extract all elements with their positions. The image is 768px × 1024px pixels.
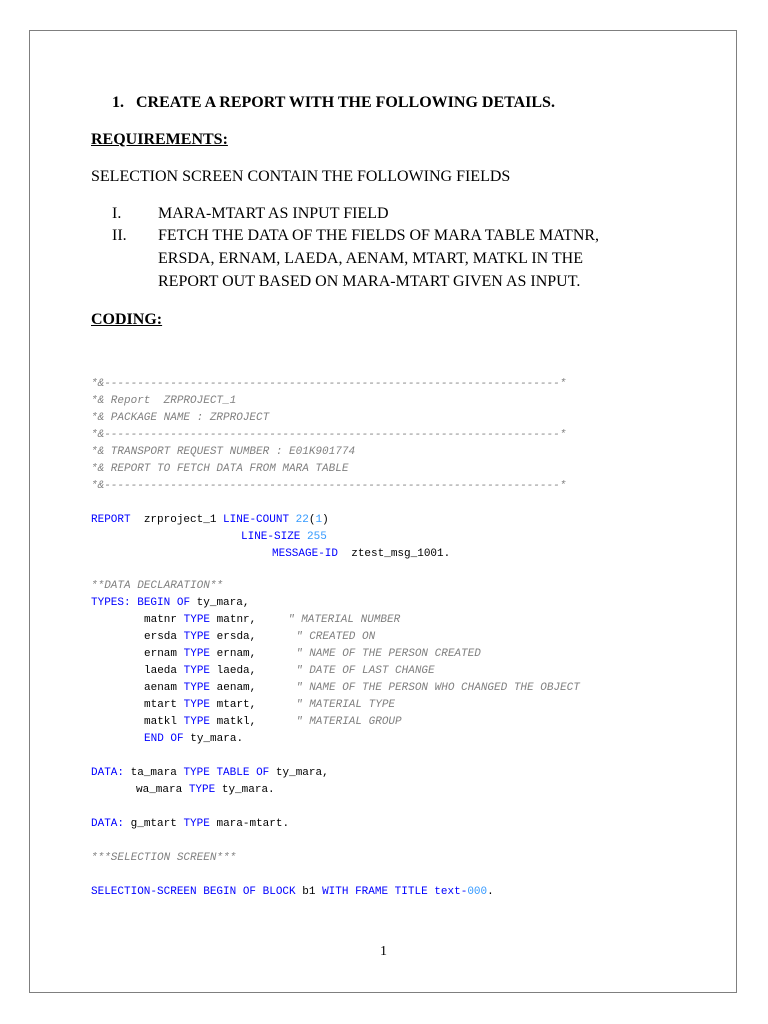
kw-selection-screen: SELECTION-SCREEN BEGIN OF BLOCK bbox=[91, 886, 296, 898]
types-end-name: ty_mara. bbox=[190, 733, 244, 745]
data-type: ty_mara, bbox=[275, 767, 329, 779]
kw-type: TYPE bbox=[188, 784, 216, 796]
field-type: aenam, bbox=[216, 682, 257, 694]
kw-of: OF bbox=[176, 597, 191, 609]
code-selection-comment: ***SELECTION SCREEN*** bbox=[91, 852, 237, 864]
code-comment-line: *& PACKAGE NAME : ZRPROJECT bbox=[91, 412, 270, 424]
field-comment: " MATERIAL NUMBER bbox=[288, 614, 401, 626]
kw-type: TYPE bbox=[183, 699, 211, 711]
kw-type: TYPE bbox=[183, 614, 211, 626]
kw-types: TYPES: bbox=[91, 597, 131, 609]
code-line-size-line bbox=[241, 529, 327, 546]
types-name: ty_mara, bbox=[196, 597, 250, 609]
data-var: ta_mara bbox=[130, 767, 177, 779]
code-field-line bbox=[144, 663, 256, 680]
code-field-line bbox=[144, 612, 256, 629]
field-name: laeda bbox=[144, 665, 178, 677]
list-item-2-line-3: REPORT OUT BASED ON MARA-MTART GIVEN AS INPUT. bbox=[158, 273, 581, 290]
code-comment-line: *&---------------------------------------------------------------------* bbox=[91, 480, 567, 492]
line-count-page: 1 bbox=[315, 514, 323, 526]
coding-label: CODING: bbox=[91, 311, 163, 328]
heading-number: 1. bbox=[112, 94, 124, 111]
line-size-value: 255 bbox=[307, 531, 327, 543]
code-comment-line: *& Report ZRPROJECT_1 bbox=[91, 395, 237, 407]
list-item-2-line-1: FETCH THE DATA OF THE FIELDS OF MARA TABLE MATNR, bbox=[158, 227, 600, 244]
kw-type: TYPE bbox=[183, 716, 211, 728]
field-comment: " MATERIAL GROUP bbox=[296, 716, 402, 728]
data-type: mara-mtart. bbox=[216, 818, 290, 830]
kw-data: DATA: bbox=[91, 767, 125, 779]
kw-line-size: LINE-SIZE bbox=[241, 531, 301, 543]
code-report-line bbox=[91, 512, 329, 529]
kw-of: OF bbox=[170, 733, 184, 745]
field-type: ernam, bbox=[216, 648, 257, 660]
data-var: g_mtart bbox=[130, 818, 177, 830]
kw-type: TYPE bbox=[183, 682, 211, 694]
kw-data: DATA: bbox=[91, 818, 125, 830]
field-name: ersda bbox=[144, 631, 178, 643]
field-comment: " NAME OF THE PERSON CREATED bbox=[296, 648, 481, 660]
paren-close: ) bbox=[322, 514, 329, 526]
field-type: mtart, bbox=[216, 699, 257, 711]
report-name: zrproject_1 bbox=[143, 514, 217, 526]
list-marker-1: I. bbox=[112, 205, 122, 222]
block-name: b1 bbox=[302, 886, 316, 898]
field-comment: " MATERIAL TYPE bbox=[296, 699, 396, 711]
kw-type: TYPE bbox=[183, 665, 211, 677]
field-name: aenam bbox=[144, 682, 178, 694]
field-name: matnr bbox=[144, 614, 178, 626]
paren-open: ( bbox=[308, 514, 316, 526]
code-field-line bbox=[144, 629, 256, 646]
code-comment-line: *&---------------------------------------------------------------------* bbox=[91, 378, 567, 390]
field-type: matnr, bbox=[216, 614, 257, 626]
code-field-line bbox=[144, 714, 256, 731]
code-data-line bbox=[91, 816, 289, 833]
code-types-begin-line bbox=[91, 595, 249, 612]
requirements-label: REQUIREMENTS: bbox=[91, 131, 228, 148]
text-symbol-number: 000 bbox=[467, 886, 488, 898]
code-field-line bbox=[144, 680, 256, 697]
code-data-line bbox=[136, 782, 275, 799]
field-name: mtart bbox=[144, 699, 178, 711]
code-field-line bbox=[144, 646, 256, 663]
code-comment-line: *&---------------------------------------------------------------------* bbox=[91, 429, 567, 441]
list-item-1-line-1: MARA-MTART AS INPUT FIELD bbox=[158, 205, 389, 222]
kw-with-frame-title: WITH FRAME TITLE bbox=[322, 886, 428, 898]
field-comment: " DATE OF LAST CHANGE bbox=[296, 665, 435, 677]
kw-report: REPORT bbox=[91, 514, 131, 526]
field-comment: " CREATED ON bbox=[296, 631, 376, 643]
field-name: matkl bbox=[144, 716, 178, 728]
page-number: 1 bbox=[380, 944, 387, 959]
code-types-end-line bbox=[144, 731, 243, 748]
code-message-id-line bbox=[272, 546, 450, 563]
message-id-value: ztest_msg_1001. bbox=[351, 548, 451, 560]
text-symbol: text- bbox=[434, 886, 468, 898]
kw-type: TYPE bbox=[183, 818, 210, 830]
kw-type: TYPE bbox=[183, 631, 211, 643]
data-var: wa_mara bbox=[136, 784, 183, 796]
heading-text: CREATE A REPORT WITH THE FOLLOWING DETAILS. bbox=[136, 94, 555, 111]
code-data-declaration-comment: **DATA DECLARATION** bbox=[91, 580, 224, 592]
line-count-value: 22 bbox=[295, 514, 309, 526]
code-data-line bbox=[91, 765, 329, 782]
field-type: ersda, bbox=[216, 631, 257, 643]
statement-end: . bbox=[487, 886, 494, 898]
list-item-2-line-2: ERSDA, ERNAM, LAEDA, AENAM, MTART, MATKL IN THE bbox=[158, 250, 584, 267]
kw-begin: BEGIN bbox=[137, 597, 171, 609]
code-selection-screen-line bbox=[91, 884, 494, 901]
code-field-line bbox=[144, 697, 256, 714]
field-name: ernam bbox=[144, 648, 178, 660]
field-type: laeda, bbox=[216, 665, 257, 677]
data-type: ty_mara. bbox=[221, 784, 275, 796]
kw-type: TYPE bbox=[183, 648, 211, 660]
kw-type-table-of: TYPE TABLE OF bbox=[183, 767, 270, 779]
selection-line: SELECTION SCREEN CONTAIN THE FOLLOWING FIELDS bbox=[91, 168, 511, 185]
list-marker-2: II. bbox=[112, 227, 127, 244]
field-type: matkl, bbox=[216, 716, 257, 728]
field-comment: " NAME OF THE PERSON WHO CHANGED THE OBJECT bbox=[296, 682, 580, 694]
code-comment-line: *& TRANSPORT REQUEST NUMBER : E01K901774 bbox=[91, 446, 356, 458]
kw-message-id: MESSAGE-ID bbox=[272, 548, 339, 560]
kw-line-count: LINE-COUNT bbox=[223, 514, 290, 526]
kw-end: END bbox=[144, 733, 164, 745]
code-comment-line: *& REPORT TO FETCH DATA FROM MARA TABLE bbox=[91, 463, 349, 475]
